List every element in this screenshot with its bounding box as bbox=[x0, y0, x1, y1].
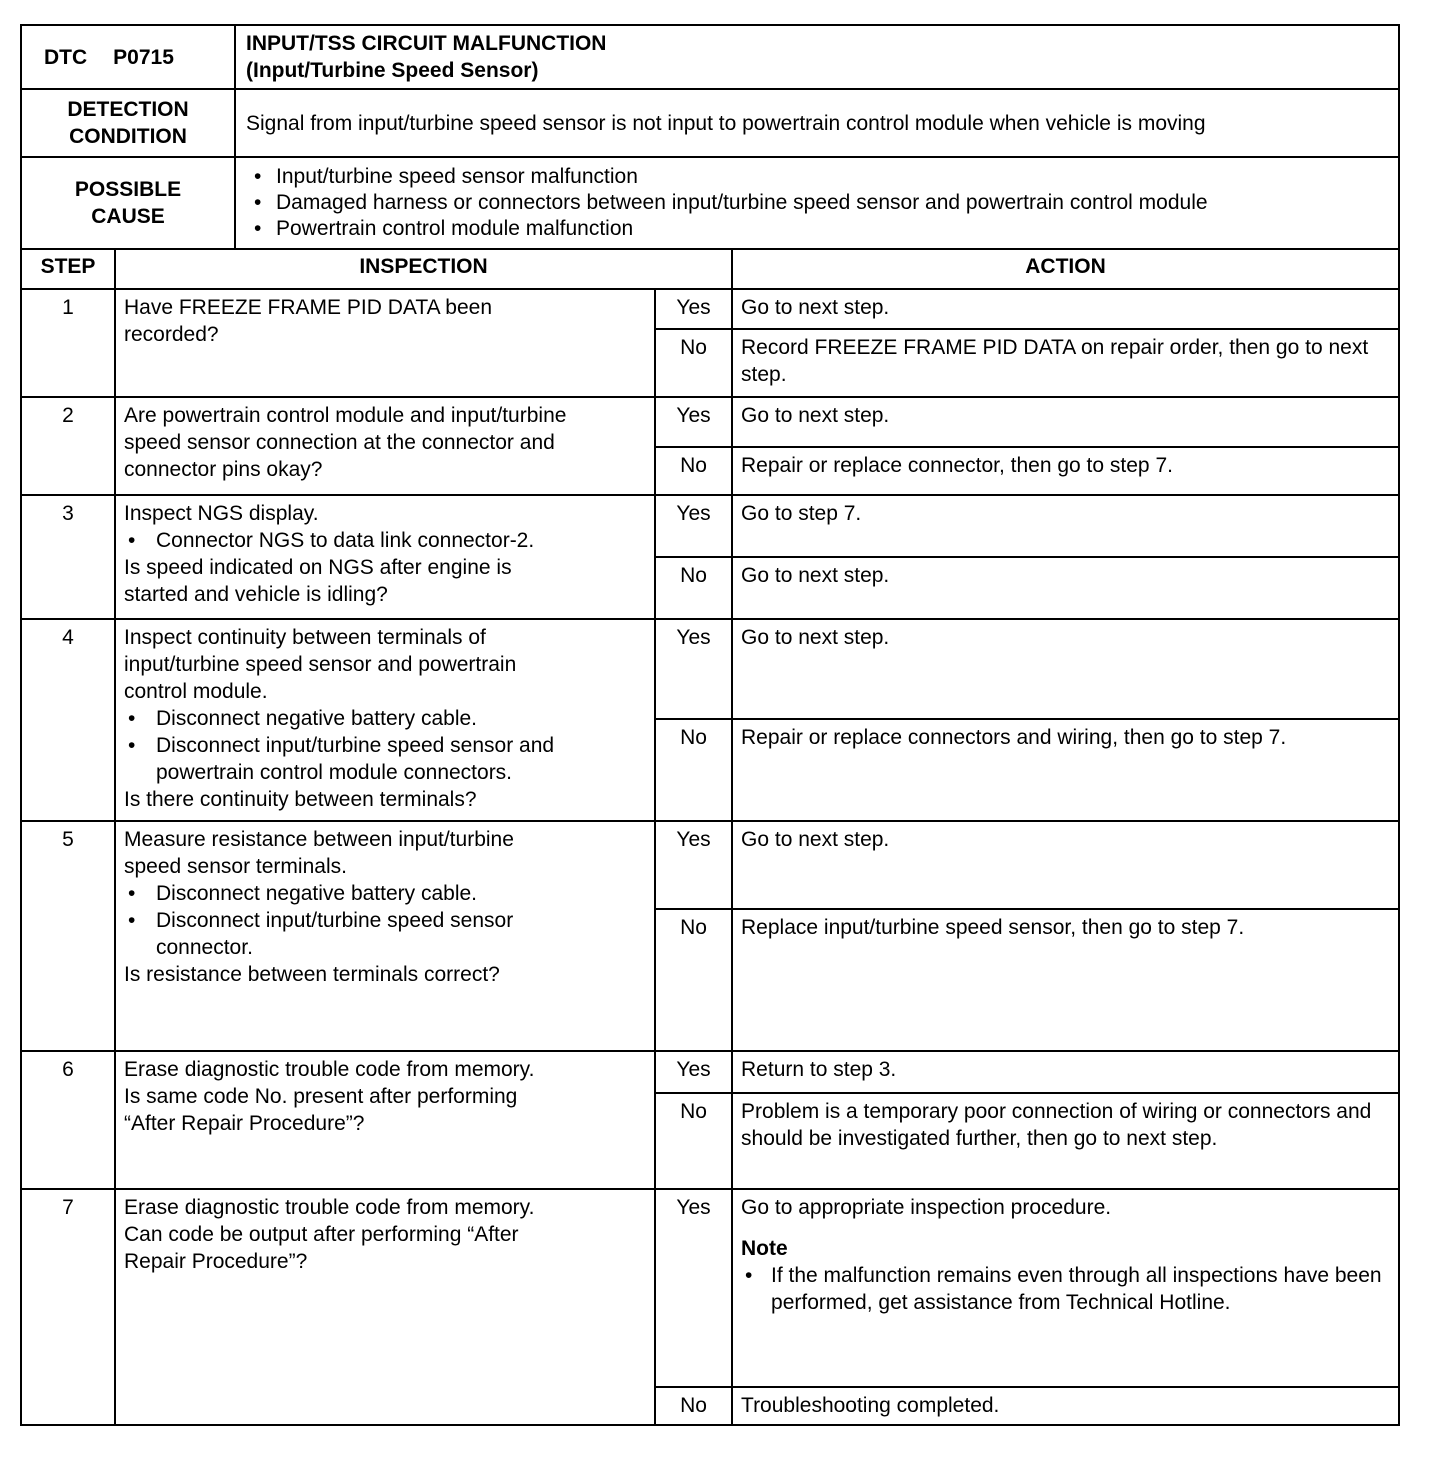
step-number: 7 bbox=[21, 1189, 115, 1425]
dtc-label: DTC bbox=[44, 45, 88, 69]
note-title: Note bbox=[741, 1237, 788, 1260]
possible-cause-label: POSSIBLE CAUSE bbox=[21, 157, 235, 249]
cause-item: • Damaged harness or connectors between input/turbine speed sensor and powertrain control module bbox=[246, 190, 1388, 216]
no-action: Repair or replace connectors and wiring, then go to step 7. bbox=[732, 719, 1399, 821]
yes-label: Yes bbox=[655, 289, 732, 329]
dtc-title-line1: INPUT/TSS CIRCUIT MALFUNCTION bbox=[246, 32, 607, 55]
dtc-code: P0715 bbox=[113, 45, 174, 69]
dtc-title bbox=[235, 25, 1399, 89]
no-label: No bbox=[655, 447, 732, 495]
steps-table bbox=[20, 248, 1400, 1426]
dtc-cell bbox=[21, 25, 235, 89]
step-inspection: Erase diagnostic trouble code from memory. Can code be output after performing “After Repair Procedure”? bbox=[115, 1189, 655, 1425]
no-label: No bbox=[655, 557, 732, 619]
step-row bbox=[21, 495, 1399, 557]
dtc-title-line2: (Input/Turbine Speed Sensor) bbox=[246, 59, 539, 82]
yes-label: Yes bbox=[655, 1051, 732, 1093]
yes-label: Yes bbox=[655, 495, 732, 557]
yes-action: Go to appropriate inspection procedure. Note • If the malfunction remains even through all inspections have been performed, get assistance from Technical Hotline. bbox=[732, 1189, 1399, 1387]
cause-item: • Input/turbine speed sensor malfunction bbox=[246, 164, 1388, 190]
yes-action: Go to next step. bbox=[732, 289, 1399, 329]
yes-action: Return to step 3. bbox=[732, 1051, 1399, 1093]
column-step: STEP bbox=[21, 249, 115, 289]
header-table bbox=[20, 24, 1400, 250]
step-inspection: Have FREEZE FRAME PID DATA been recorded? bbox=[115, 289, 655, 397]
no-action: Record FREEZE FRAME PID DATA on repair order, then go to next step. bbox=[732, 329, 1399, 397]
step-inspection: Are powertrain control module and input/turbine speed sensor connection at the connector and connector pins okay? bbox=[115, 397, 655, 495]
detection-text: Signal from input/turbine speed sensor is not input to powertrain control module when vehicle is moving bbox=[235, 89, 1399, 157]
yes-action: Go to next step. bbox=[732, 619, 1399, 719]
step-number: 5 bbox=[21, 821, 115, 1051]
step-inspection: Inspect NGS display. • Connector NGS to data link connector-2. Is speed indicated on NGS after engine is started and vehicle is idling? bbox=[115, 495, 655, 619]
yes-label: Yes bbox=[655, 619, 732, 719]
note-text: • If the malfunction remains even through all inspections have been performed, get assistance from Technical Hotline. bbox=[741, 1262, 1390, 1316]
dtc-procedure-sheet bbox=[20, 24, 1400, 1426]
step-row bbox=[21, 1051, 1399, 1093]
no-label: No bbox=[655, 1093, 732, 1189]
step-row bbox=[21, 821, 1399, 909]
step-number: 4 bbox=[21, 619, 115, 821]
step-row bbox=[21, 289, 1399, 329]
yes-action: Go to next step. bbox=[732, 821, 1399, 909]
step-number: 6 bbox=[21, 1051, 115, 1189]
step-inspection: Erase diagnostic trouble code from memory. Is same code No. present after performing “After Repair Procedure”? bbox=[115, 1051, 655, 1189]
yes-action: Go to step 7. bbox=[732, 495, 1399, 557]
step-row bbox=[21, 397, 1399, 447]
no-label: No bbox=[655, 1387, 732, 1425]
column-action: ACTION bbox=[732, 249, 1399, 289]
no-action: Repair or replace connector, then go to step 7. bbox=[732, 447, 1399, 495]
step-row bbox=[21, 1189, 1399, 1387]
cause-item: • Powertrain control module malfunction bbox=[246, 216, 1388, 242]
no-action: Problem is a temporary poor connection of wiring or connectors and should be investigated further, then go to next step. bbox=[732, 1093, 1399, 1189]
yes-action: Go to next step. bbox=[732, 397, 1399, 447]
no-label: No bbox=[655, 909, 732, 1051]
no-label: No bbox=[655, 329, 732, 397]
no-action: Go to next step. bbox=[732, 557, 1399, 619]
column-inspection: INSPECTION bbox=[115, 249, 732, 289]
detection-label: DETECTION CONDITION bbox=[21, 89, 235, 157]
step-number: 3 bbox=[21, 495, 115, 619]
yes-label: Yes bbox=[655, 1189, 732, 1387]
yes-label: Yes bbox=[655, 821, 732, 909]
no-label: No bbox=[655, 719, 732, 821]
step-row bbox=[21, 619, 1399, 719]
step-inspection: Measure resistance between input/turbine speed sensor terminals. • Disconnect negative battery cable. • Disconnect input/turbine speed sensor connector. Is resistance between terminals correct? bbox=[115, 821, 655, 1051]
possible-cause-list bbox=[235, 157, 1399, 249]
yes-label: Yes bbox=[655, 397, 732, 447]
step-number: 1 bbox=[21, 289, 115, 397]
step-inspection: Inspect continuity between terminals of input/turbine speed sensor and powertrain control module. • Disconnect negative battery cable. • Disconnect input/turbine speed sensor and powertrain control module connectors. Is there continuity between terminals? bbox=[115, 619, 655, 821]
no-action: Replace input/turbine speed sensor, then go to step 7. bbox=[732, 909, 1399, 1051]
no-action: Troubleshooting completed. bbox=[732, 1387, 1399, 1425]
step-number: 2 bbox=[21, 397, 115, 495]
